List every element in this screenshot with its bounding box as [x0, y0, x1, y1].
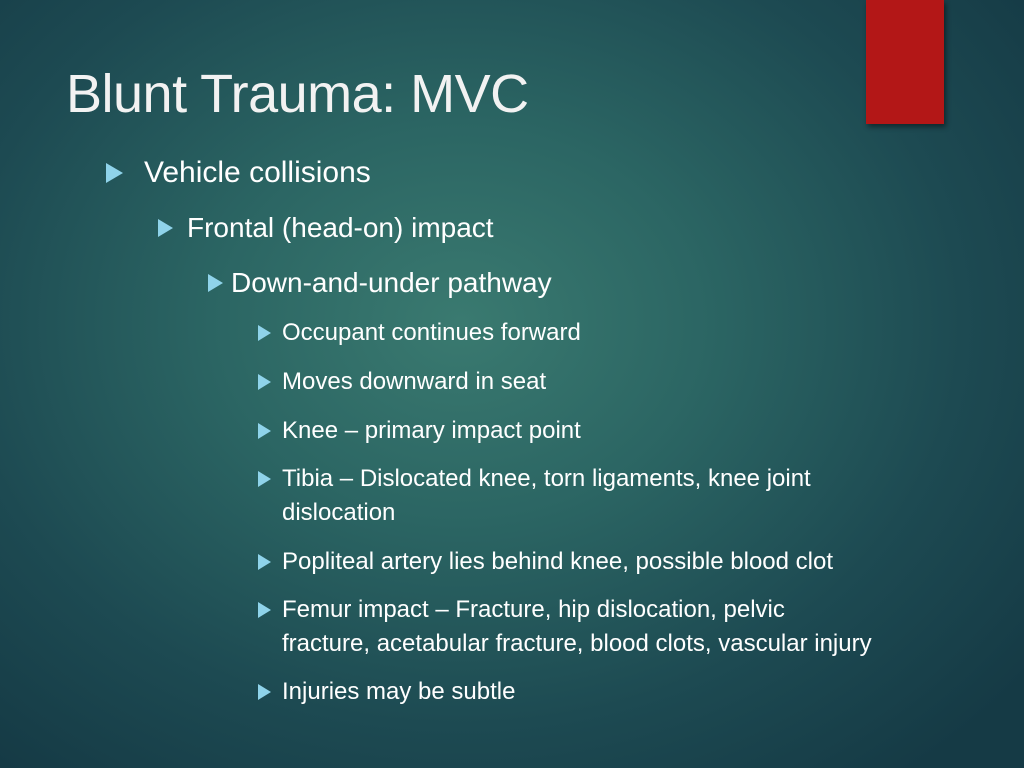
bullet-text: Popliteal artery lies behind knee, possible blood clot — [282, 548, 834, 575]
bullet-text: Injuries may be subtle — [282, 678, 516, 705]
bullet-level1 — [106, 155, 371, 191]
triangle-bullet-icon — [258, 554, 271, 570]
accent-bar — [866, 0, 944, 124]
bullet-text: Tibia – Dislocated knee, torn ligaments, knee joint dislocation — [282, 465, 811, 526]
bullet-level4 — [258, 316, 998, 350]
bullet-level4 — [258, 462, 998, 530]
triangle-bullet-icon — [106, 163, 123, 183]
bullet-text: Frontal (head-on) impact — [187, 212, 494, 243]
slide-title: Blunt Trauma: MVC — [66, 64, 529, 124]
triangle-bullet-icon — [158, 219, 173, 237]
bullet-level2 — [158, 210, 494, 246]
bullet-text: Down-and-under pathway — [231, 267, 552, 298]
bullet-text: Occupant continues forward — [282, 319, 581, 346]
triangle-bullet-icon — [258, 423, 271, 439]
bullet-text: Femur impact – Fracture, hip dislocation, pelvic fracture, acetabular fracture, blood clots, vascular injury — [282, 596, 872, 657]
bullet-level4 — [258, 545, 998, 579]
triangle-bullet-icon — [258, 374, 271, 390]
bullet-level4 — [258, 414, 998, 448]
bullet-level4 — [258, 675, 998, 709]
bullet-level4 — [258, 365, 998, 399]
bullet-level4 — [258, 593, 998, 661]
triangle-bullet-icon — [258, 602, 271, 618]
bullet-text: Vehicle collisions — [144, 156, 371, 189]
bullet-text: Moves downward in seat — [282, 368, 547, 395]
bullet-level3 — [208, 265, 552, 301]
triangle-bullet-icon — [258, 684, 271, 700]
triangle-bullet-icon — [258, 471, 271, 487]
triangle-bullet-icon — [208, 274, 223, 292]
bullet-text: Knee – primary impact point — [282, 417, 581, 444]
triangle-bullet-icon — [258, 325, 271, 341]
